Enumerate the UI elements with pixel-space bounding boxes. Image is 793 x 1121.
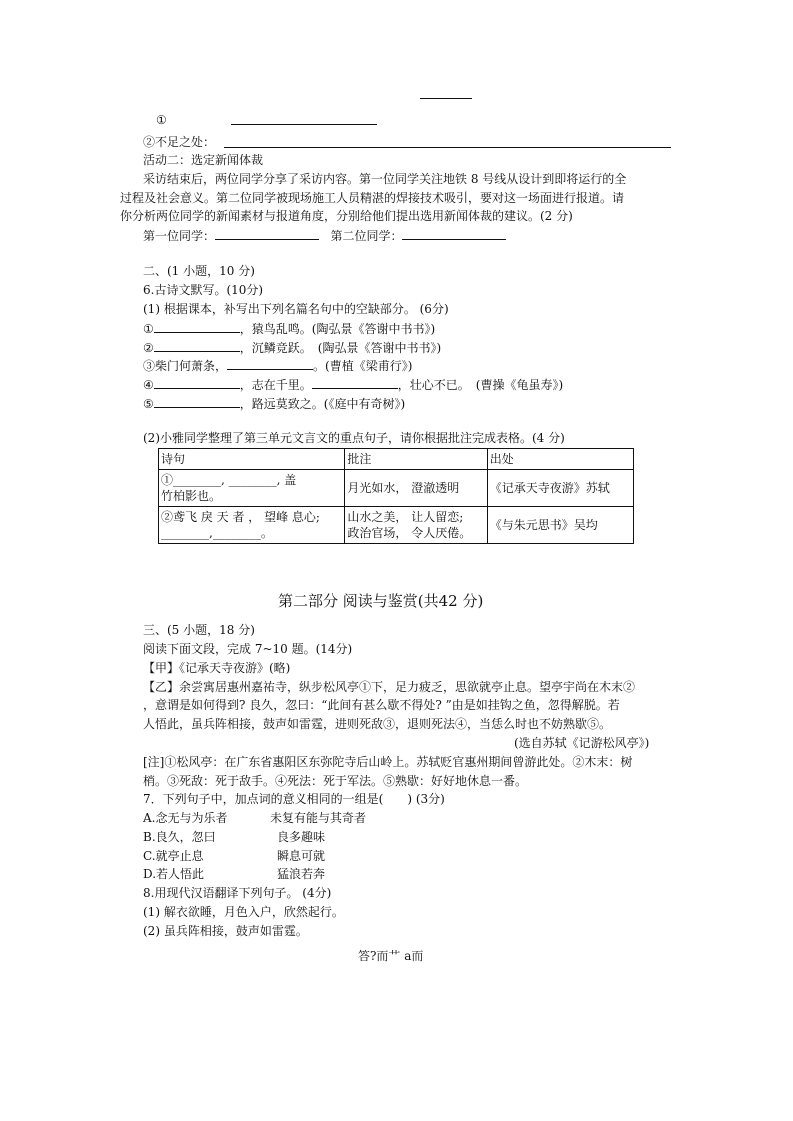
student-answers: 第一位同学： 第二位同学： xyxy=(143,227,506,244)
q7-option-d-pair: 猛浪若奔 xyxy=(277,867,326,881)
recite-blank[interactable] xyxy=(312,376,398,389)
q7-option-b[interactable]: B.良久，忽曰 xyxy=(143,830,216,844)
item2-answer-line[interactable] xyxy=(224,147,671,148)
passage-jia: 【甲】《记承天寺夜游》(略) xyxy=(143,661,291,675)
q8-sentence-1: (1) 解衣欲睡，月色入户，欣然起行。 xyxy=(143,905,344,919)
recite-line-1: ① ，猿鸟乱鸣。(陶弘景《答谢中书书》) xyxy=(143,322,436,336)
q6-part2: (2)小雅同学整理了第三单元文言文的重点句子，请你根据批注完成表格。(4 分) xyxy=(143,431,565,445)
table-cell-note: 月光如水， 澄澈透明 xyxy=(345,470,487,507)
item1-answer-line[interactable] xyxy=(231,124,377,125)
q7-option-b-pair: 良多趣味 xyxy=(277,830,326,844)
table-header: 诗句 xyxy=(159,449,345,470)
q6-title: 6.古诗文默写。(10分) xyxy=(143,283,264,297)
table-cell-source: 《记承天寺夜游》苏轼 xyxy=(487,470,633,507)
activity2-text: 采访结束后，两位同学分享了采访内容。第一位同学关注地铁 8 号线从设计到即将运行的全 xyxy=(143,172,627,186)
table-header: 出处 xyxy=(487,449,633,470)
q7-option-a-pair: 未复有能与其奇者 xyxy=(270,811,367,825)
table-row xyxy=(159,470,634,507)
recite-line-4: ④ ，志在千里。 ，壮心不已。 (曹操《龟虽寿》) xyxy=(143,378,564,392)
activity2-title: 活动二：选定新闻体裁 xyxy=(143,153,264,167)
table-row xyxy=(159,507,634,544)
passage-note: [注]①松风亭：在广东省惠阳区东弥陀寺后山岭上。苏轼贬官惠州期间曾游此处。②木末：树 xyxy=(143,755,633,769)
activity2-text: 过程及社会意义。第二位同学被现场施工人员精湛的焊接技术吸引，要对这一场面进行报道。请 xyxy=(120,191,625,205)
item2-label: ②不足之处： xyxy=(143,135,216,149)
section3-heading: 三、(5 小题，18 分) xyxy=(143,623,255,637)
item1-marker: ① xyxy=(156,113,167,127)
q7-option-c[interactable]: C.就亭止息 xyxy=(143,849,204,863)
section2-heading: 二、(1 小题，10 分) xyxy=(143,264,255,278)
page-footer: 答?而艹 a而 xyxy=(358,949,424,963)
q8-stem: 8.用现代汉语翻译下列句子。 (4分) xyxy=(143,886,332,900)
table-cell-source: 《与朱元思书》吴均 xyxy=(487,507,633,544)
passage-source: (选自苏轼《记游松风亭》) xyxy=(514,736,650,750)
passage-yi: ，意谓是如何得到? 良久，忽曰：“此间有甚么歇不得处? ”由是如挂钩之鱼，忽得解脱。若 xyxy=(143,698,620,712)
recite-line-2: ② ，沉鳞竞跃。 (陶弘景《答谢中书书》) xyxy=(143,341,442,355)
recite-blank[interactable] xyxy=(227,357,313,370)
recite-blank[interactable] xyxy=(154,339,240,352)
table-cell-sentence[interactable]: ②鸢飞 戾 天 者 ， 望峰 息心; ________,________。 xyxy=(159,507,345,544)
passage-note: 梢。③死敌：死于敌手。④死法：死于军法。⑤熟歇：好好地休息一番。 xyxy=(143,774,528,788)
header-rule xyxy=(420,98,472,99)
recite-line-5: ⑤ ，路远莫致之。(《庭中有奇树》) xyxy=(143,397,406,411)
student2-answer-blank[interactable] xyxy=(402,227,506,240)
table-cell-sentence[interactable]: ①________, ________, 盖 竹柏影也。 xyxy=(159,470,345,507)
passage-yi: 人悟此，虽兵阵相接，鼓声如雷霆，进则死敌③，退则死法④，当恁么时也不妨熟歇⑤。 xyxy=(143,717,612,731)
sentence-table xyxy=(158,448,634,544)
q7-stem: 7．下列句子中，加点词的意义相同的一组是( ) (3分) xyxy=(143,792,445,806)
q7-option-c-pair: 瞬息可就 xyxy=(277,849,326,863)
q6-part1: (1) 根据课本，补写出下列名篇名句中的空缺部分。 (6分) xyxy=(143,302,449,316)
student1-answer-blank[interactable] xyxy=(215,227,319,240)
table-header: 批注 xyxy=(345,449,487,470)
recite-blank[interactable] xyxy=(154,376,240,389)
reading-intro: 阅读下面文段，完成 7~10 题。(14分) xyxy=(143,642,353,656)
q7-option-d[interactable]: D.若人悟此 xyxy=(143,867,205,881)
activity2-text: 你分析两位同学的新闻素材与报道角度，分别给他们提出选用新闻体裁的建议。(2 分) xyxy=(120,209,573,223)
q7-option-a[interactable]: A.念无与为乐者 xyxy=(143,811,228,825)
recite-blank[interactable] xyxy=(154,320,240,333)
passage-yi: 【乙】余尝寓居惠州嘉祐寺，纵步松风亭①下，足力疲乏，思欲就亭止息。望亭宇尚在木末② xyxy=(143,680,636,694)
recite-blank[interactable] xyxy=(154,395,240,408)
q8-sentence-2: (2) 虽兵阵相接，鼓声如雷霆。 xyxy=(143,924,308,938)
recite-line-3: ③柴门何萧条， 。(曹植《梁甫行》) xyxy=(143,359,413,373)
table-header-row xyxy=(159,449,634,470)
part2-title: 第二部分 阅读与鉴赏(共42 分) xyxy=(278,592,484,610)
table-cell-note: 山水之美， 让人留恋; 政治官场， 令人厌倦。 xyxy=(345,507,487,544)
